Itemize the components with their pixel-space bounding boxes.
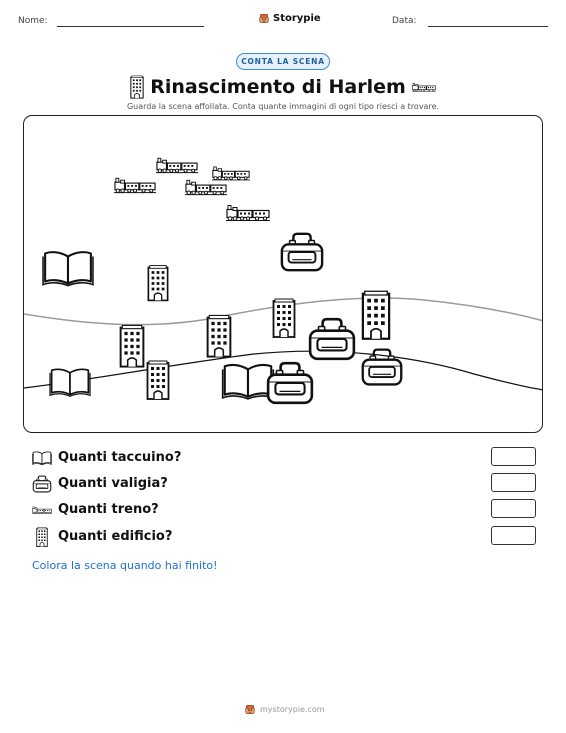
building-icon — [130, 75, 144, 99]
question-row — [32, 526, 536, 547]
bag-icon[interactable] — [282, 234, 322, 270]
scene-canvas — [24, 116, 543, 433]
question-text: Quanti treno? — [58, 502, 159, 517]
building-icon[interactable] — [274, 299, 295, 337]
scene-badge: CONTA LA SCENA — [236, 53, 330, 70]
book-icon[interactable] — [50, 369, 90, 396]
train-icon[interactable] — [212, 167, 250, 180]
train-icon — [412, 82, 436, 92]
question-row — [32, 447, 536, 468]
bag-icon — [32, 474, 52, 494]
bag-icon[interactable] — [310, 319, 354, 359]
building-icon[interactable] — [208, 315, 231, 356]
book-icon — [32, 448, 52, 468]
date-label: Data: — [392, 16, 417, 26]
counting-scene[interactable] — [23, 115, 543, 433]
page-title: Rinascimento di Harlem — [150, 76, 406, 98]
question-text: Quanti taccuino? — [58, 450, 182, 465]
brand-name: Storypie — [273, 12, 321, 24]
bag-icon[interactable] — [268, 363, 312, 403]
building-icon[interactable] — [121, 325, 144, 366]
question-text: Quanti valigia? — [58, 476, 168, 491]
building-icon[interactable] — [148, 361, 169, 399]
answer-box[interactable] — [491, 473, 536, 492]
train-icon[interactable] — [185, 180, 227, 194]
footer — [244, 703, 325, 716]
book-icon[interactable] — [43, 252, 93, 286]
question-row — [32, 473, 536, 494]
answer-box[interactable] — [491, 447, 536, 466]
instructions: Guarda la scena affollata. Conta quante immagini di ogni tipo riesci a trovare. — [126, 102, 440, 111]
question-text: Quanti edificio? — [58, 529, 173, 544]
footer-url[interactable]: mystorypie.com — [260, 705, 325, 714]
title-row — [130, 73, 436, 101]
train-icon[interactable] — [114, 178, 156, 192]
train-icon[interactable] — [156, 158, 198, 172]
answer-box[interactable] — [491, 526, 536, 545]
train-icon — [32, 500, 52, 520]
book-icon[interactable] — [223, 365, 274, 399]
name-label: Nome: — [18, 16, 48, 26]
building-icon — [32, 527, 52, 547]
answer-box[interactable] — [491, 499, 536, 518]
question-row — [32, 499, 536, 520]
storypie-mascot-icon — [258, 12, 270, 25]
name-field[interactable] — [57, 26, 204, 27]
building-icon[interactable] — [363, 291, 389, 339]
finish-instruction: Colora la scena quando hai finito! — [32, 559, 218, 572]
storypie-mascot-icon — [244, 703, 256, 716]
date-field[interactable] — [428, 26, 548, 27]
train-icon[interactable] — [226, 206, 270, 221]
building-icon[interactable] — [148, 266, 167, 301]
brand-logo — [258, 10, 321, 26]
